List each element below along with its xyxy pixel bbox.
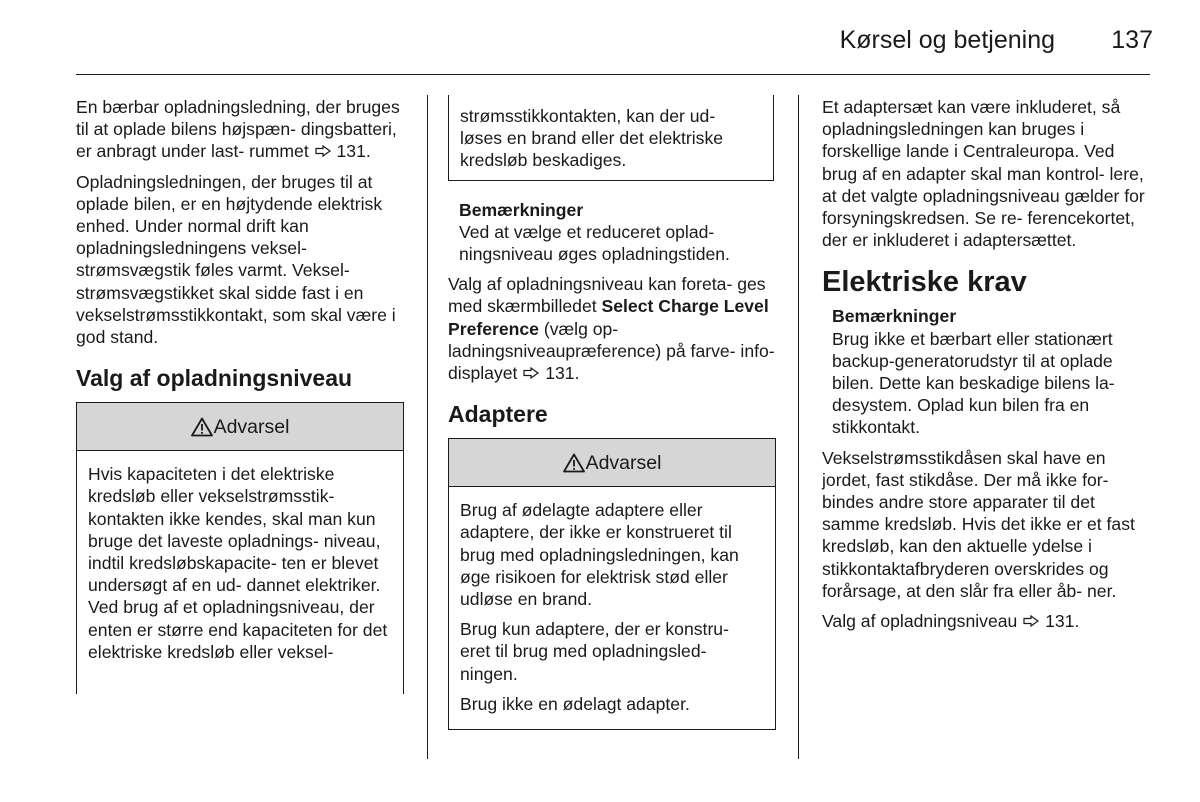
warning-text: Hvis kapaciteten i det elektriske kredsløb eller vekselstrømsstik- kontakten ikke kendes, skal man kun bruge det laveste opladnings- niveau, indtil kredsløbskapacite- ten er blevet undersøgt af en ud- dannet elektriker. Ved brug af et opladningsniveau, der enten er større end kapaciteten for det elektriske kredsløb eller veksel- bbox=[88, 464, 388, 662]
warning-title: Advarsel bbox=[213, 415, 290, 438]
column-2 bbox=[448, 95, 778, 730]
column-divider-2 bbox=[798, 95, 799, 759]
note-text: Ved at vælge et reduceret oplad- ningsniveau øges opladningstiden. bbox=[459, 221, 730, 265]
page-reference-arrow-icon bbox=[522, 367, 540, 379]
warning-title: Advarsel bbox=[585, 451, 662, 474]
warning-box-header bbox=[77, 403, 403, 451]
warning-box-adapters bbox=[448, 438, 776, 730]
warning-box-continued bbox=[448, 95, 774, 181]
paragraph-select-level: Valg af opladningsniveau kan foreta- ges med skærmbilledet Select Charge Level Preference (vælg op- ladningsniveaupræference) på farve- info-displayet 131. bbox=[448, 274, 775, 384]
paragraph-charge-level-ref: Valg af opladningsniveau 131. bbox=[822, 611, 1080, 632]
warning-text-3: Brug ikke en ødelagt adapter. bbox=[460, 693, 690, 714]
warning-box-capacity bbox=[76, 402, 404, 694]
warning-text-2: Brug kun adaptere, der er konstru- eret til brug med opladningsled- ningen. bbox=[460, 619, 729, 684]
column-divider-1 bbox=[427, 95, 428, 759]
page-reference-arrow-icon bbox=[1022, 615, 1040, 627]
paragraph-cable-warm: Opladningsledningen, der bruges til at oplade bilen, er en højtydende elektrisk enhed. Under normal drift kan opladningsledningens veksel- strømsvægstik føles varmt. Veksel- strømsvægstikket skal sidde fast i en vekselstrømsstikkontakt, som skal være i god stand. bbox=[76, 171, 396, 348]
note-title: Bemærkninger bbox=[832, 306, 957, 327]
warning-triangle-icon bbox=[563, 453, 585, 473]
section-heading-adapters: Adaptere bbox=[448, 401, 548, 428]
warning-box-header bbox=[449, 439, 775, 487]
note-title: Bemærkninger bbox=[459, 199, 584, 220]
column-1 bbox=[76, 96, 406, 694]
warning-text-1: Brug af ødelagte adaptere eller adaptere, der ikke er konstrueret til brug med opladningsledningen, kan øge risikoen for elektrisk stød eller udløse en brand. bbox=[460, 500, 739, 610]
page-reference-arrow-icon bbox=[314, 145, 332, 157]
paragraph-storage: En bærbar opladningsledning, der bruges til at oplade bilens højspæn- dingsbatteri, er anbragt under last- rummet 131. bbox=[76, 97, 400, 162]
note-block bbox=[459, 199, 778, 266]
paragraph-adapter-set: Et adaptersæt kan være inkluderet, så opladningsledningen kan bruges i forskellige lande i Centraleuropa. Ved brug af en adapter skal man kontrol- lere, at det valgte opladningsniveau gælder for forsyningskredsen. Se re- ferencekortet, der er inkluderet i adaptersættet. bbox=[822, 97, 1145, 251]
paragraph-socket-requirements: Vekselstrømsstikdåsen skal have en jordet, fast stikdåse. Der må ikke for- bindes andre store apparater til det samme kredsløb. Hvis det ikke er et fast kredsløb, kan den aktuelle ydelse i stikkontaktafbryderen overskrides og forårsage, at den slår fra eller åb- ner. bbox=[822, 447, 1135, 601]
section-heading-charge-level: Valg af opladningsniveau bbox=[76, 365, 353, 392]
note-block bbox=[832, 305, 1152, 438]
header-rule bbox=[76, 74, 1150, 75]
section-heading-electrical: Elektriske krav bbox=[822, 266, 1027, 299]
note-text: Brug ikke et bærbart eller stationært backup-generatorudstyr til at oplade bilen. Dette kan beskadige bilens la- desystem. Oplad kun bilen fra en stikkontakt. bbox=[832, 328, 1115, 438]
column-3 bbox=[822, 96, 1152, 640]
page-number: 137 bbox=[1111, 26, 1153, 54]
running-header-title: Kørsel og betjening bbox=[839, 26, 1055, 54]
warning-triangle-icon bbox=[191, 417, 213, 437]
menu-name: Select Charge Level Preference bbox=[448, 296, 769, 339]
warning-continued-text: strømsstikkontakten, kan der ud- løses en brand eller det elektriske kredsløb beskadiges. bbox=[460, 106, 724, 171]
